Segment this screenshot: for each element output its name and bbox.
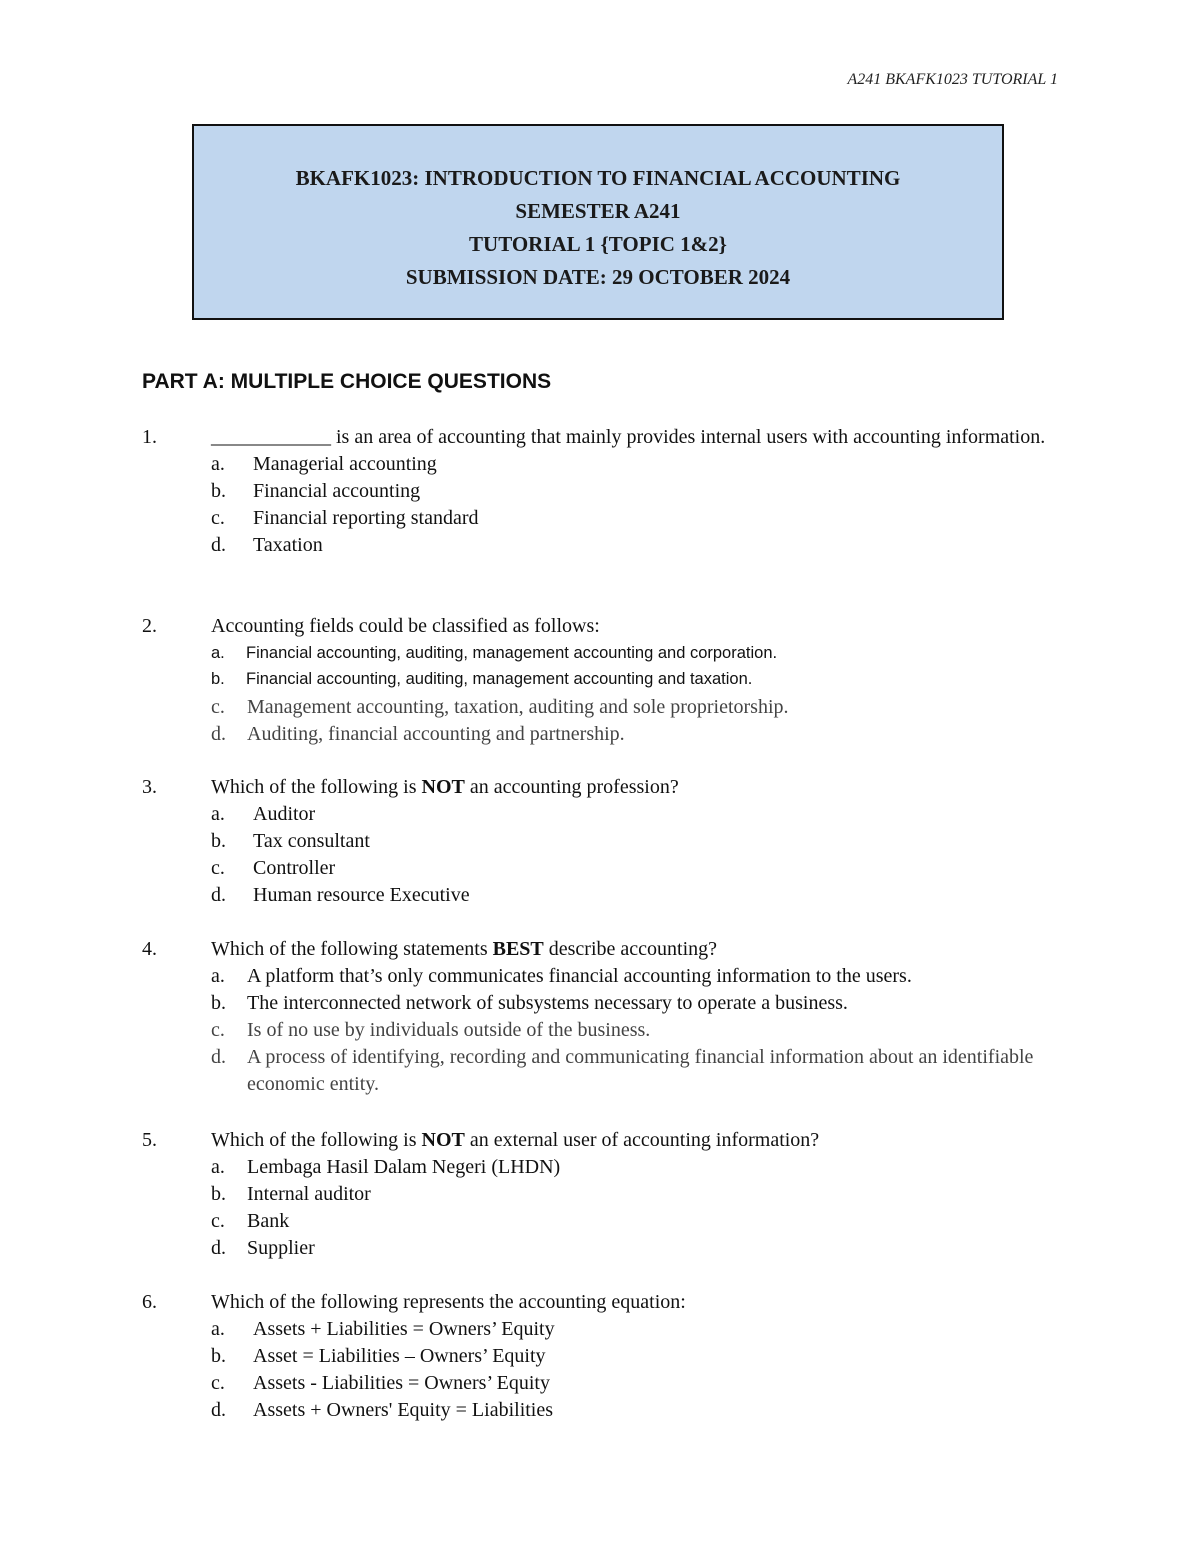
submission-date-line: SUBMISSION DATE: 29 OCTOBER 2024 <box>405 265 791 289</box>
option-letter: a. <box>211 453 225 475</box>
option-text: Taxation <box>253 534 323 556</box>
option-letter: a. <box>211 803 225 825</box>
option-a <box>211 451 1072 478</box>
option-letter: a. <box>211 1156 225 1178</box>
option-letter: b. <box>211 1345 226 1367</box>
option-letter: d. <box>211 1046 226 1068</box>
stem-emphasis: NOT <box>421 776 465 798</box>
option-b <box>211 1181 1072 1208</box>
option-text: Assets + Owners' Equity = Liabilities <box>253 1399 554 1421</box>
option-text: Human resource Executive <box>253 884 470 906</box>
option-letter: c. <box>211 1019 225 1041</box>
option-text: A process of identifying, recording and communicating financial information about an identifiable economic entity. <box>247 1046 1034 1095</box>
option-c <box>211 1370 1072 1397</box>
option-list <box>211 640 1072 748</box>
option-c <box>211 855 1072 882</box>
option-text: Assets - Liabilities = Owners’ Equity <box>253 1372 550 1394</box>
option-letter: c. <box>211 696 225 718</box>
option-d <box>211 532 1072 559</box>
option-letter: b. <box>211 670 225 688</box>
option-a <box>211 963 1072 990</box>
question-stem: Accounting fields could be classified as follows: <box>211 615 600 637</box>
option-letter: c. <box>211 1372 225 1394</box>
option-b <box>211 990 1072 1017</box>
option-text: Tax consultant <box>253 830 370 852</box>
stem-text: Which of the following is <box>211 1129 422 1151</box>
option-text: Management accounting, taxation, auditing and sole proprietorship. <box>247 696 789 718</box>
option-b <box>211 1343 1072 1370</box>
question-1 <box>142 424 1072 559</box>
option-c <box>211 1017 1072 1044</box>
question-2 <box>142 613 1072 748</box>
option-d <box>211 1397 1072 1424</box>
option-letter: c. <box>211 857 225 879</box>
option-letter: a. <box>211 965 225 987</box>
option-letter: d. <box>211 884 226 906</box>
semester-line: SEMESTER A241 <box>515 199 681 223</box>
question-stem <box>211 774 1072 801</box>
question-number: 4. <box>142 938 157 960</box>
option-letter: d. <box>211 534 226 556</box>
question-stem: ____________ is an area of accounting that mainly provides internal users with accounting information. <box>211 426 1046 448</box>
question-number: 5. <box>142 1129 157 1151</box>
option-letter: d. <box>211 723 226 745</box>
option-text: Financial accounting, auditing, management accounting and taxation. <box>246 670 753 688</box>
option-letter: b. <box>211 480 226 502</box>
option-text: Assets + Liabilities = Owners’ Equity <box>253 1318 555 1340</box>
option-text: Financial reporting standard <box>253 507 479 529</box>
option-letter: b. <box>211 992 226 1014</box>
question-6 <box>142 1289 1072 1424</box>
question-stem <box>211 936 1072 963</box>
question-4 <box>142 936 1072 1098</box>
option-text: Bank <box>247 1210 290 1232</box>
option-letter: a. <box>211 644 225 662</box>
question-number: 6. <box>142 1291 157 1313</box>
option-letter: c. <box>211 1210 225 1232</box>
option-b <box>211 828 1072 855</box>
tutorial-line: TUTORIAL 1 {TOPIC 1&2} <box>469 232 727 256</box>
option-d <box>211 721 1072 748</box>
option-letter: b. <box>211 1183 226 1205</box>
question-stem: Which of the following represents the accounting equation: <box>211 1291 686 1313</box>
option-list <box>211 963 1072 1098</box>
question-number: 3. <box>142 776 157 798</box>
question-5 <box>142 1127 1072 1262</box>
stem-text: describe accounting? <box>543 938 718 960</box>
option-text: Lembaga Hasil Dalam Negeri (LHDN) <box>247 1156 561 1178</box>
option-list <box>211 801 1072 909</box>
option-a <box>211 640 1072 666</box>
option-text: The interconnected network of subsystems necessary to operate a business. <box>247 992 848 1014</box>
option-c <box>211 694 1072 721</box>
option-d <box>211 1044 1072 1098</box>
option-letter: d. <box>211 1399 226 1421</box>
option-a <box>211 801 1072 828</box>
option-list <box>211 1154 1072 1262</box>
option-text: Financial accounting <box>253 480 421 502</box>
option-text: Is of no use by individuals outside of the business. <box>247 1019 651 1041</box>
option-text: Asset = Liabilities – Owners’ Equity <box>253 1345 546 1367</box>
option-letter: a. <box>211 1318 225 1340</box>
option-b <box>211 478 1072 505</box>
stem-text: Which of the following is <box>211 776 422 798</box>
option-d <box>211 882 1072 909</box>
option-text: Controller <box>253 857 336 879</box>
option-a <box>211 1316 1072 1343</box>
course-title-box <box>192 124 1004 320</box>
option-c <box>211 505 1072 532</box>
option-text: Supplier <box>247 1237 315 1259</box>
section-title: PART A: MULTIPLE CHOICE QUESTIONS <box>142 370 552 393</box>
question-number: 2. <box>142 615 157 637</box>
option-list <box>211 1316 1072 1424</box>
question-number: 1. <box>142 426 157 448</box>
option-letter: b. <box>211 830 226 852</box>
option-letter: d. <box>211 1237 226 1259</box>
question-stem <box>211 1127 1072 1154</box>
stem-text: an external user of accounting information? <box>464 1129 820 1151</box>
stem-text: an accounting profession? <box>464 776 679 798</box>
option-letter: c. <box>211 507 225 529</box>
option-d <box>211 1235 1072 1262</box>
option-text: Financial accounting, auditing, management accounting and corporation. <box>246 644 778 662</box>
question-3 <box>142 774 1072 909</box>
option-text: A platform that’s only communicates financial accounting information to the users. <box>247 965 912 987</box>
option-b <box>211 666 1072 692</box>
option-list <box>211 451 1072 559</box>
stem-emphasis: NOT <box>421 1129 465 1151</box>
option-text: Auditor <box>253 803 316 825</box>
option-text: Internal auditor <box>247 1183 371 1205</box>
option-c <box>211 1208 1072 1235</box>
stem-text: Which of the following statements <box>211 938 493 960</box>
option-text: Managerial accounting <box>253 453 437 475</box>
stem-emphasis: BEST <box>492 938 544 960</box>
running-header: A241 BKAFK1023 TUTORIAL 1 <box>847 71 1058 88</box>
course-title: BKAFK1023: INTRODUCTION TO FINANCIAL ACCOUNTING <box>295 166 901 190</box>
option-text: Auditing, financial accounting and partnership. <box>247 723 625 745</box>
option-a <box>211 1154 1072 1181</box>
